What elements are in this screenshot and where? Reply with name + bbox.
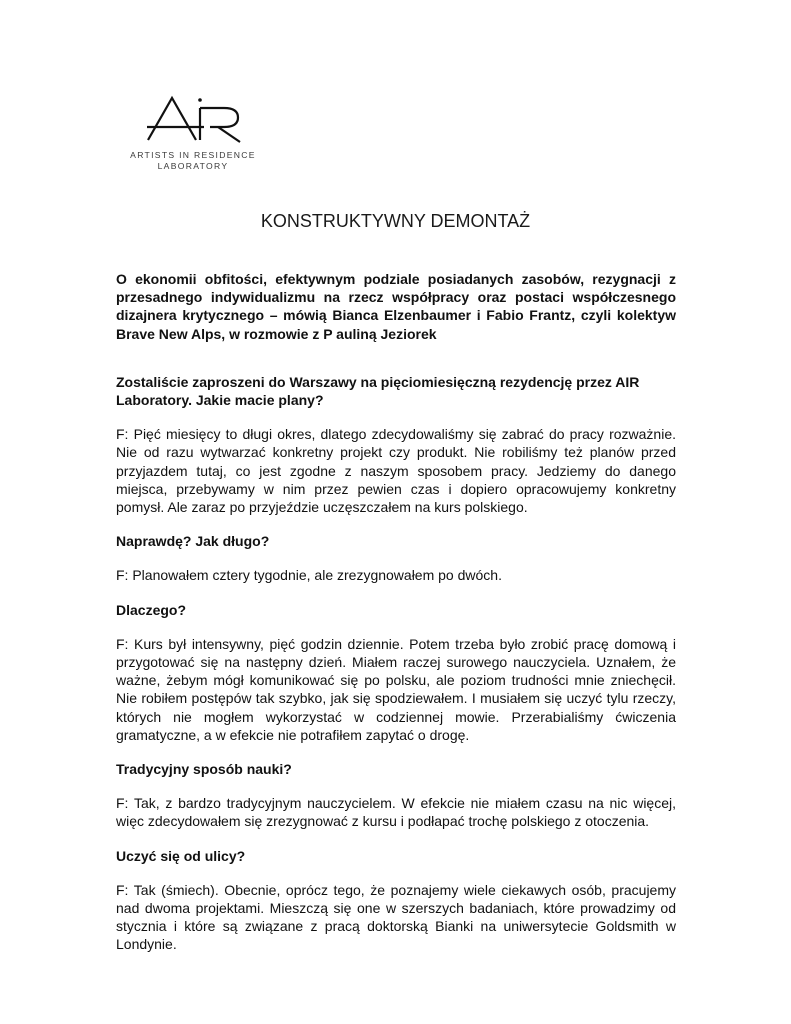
logo-text-line1: ARTISTS IN RESIDENCE [130,150,256,160]
air-logo [118,92,268,174]
question: Naprawdę? Jak długo? [116,533,270,550]
answer: F: Pięć miesięcy to długi okres, dlatego zdecydowaliśmy się zabrać do pracy rozważnie. Nie od razu wytwarzać konkretny projekt czy produkt. Nie robiliśmy też planów przed przyjazdem tutaj, co jest zgodne z naszym sposobem pracy. Jedziemy do danego miejsca, przebywamy w nim przez pewien czas i dopiero opracowujemy konkretny pomysł. Ale zaraz po przyjeździe uczęszczałem na kurs polskiego. [116,426,676,516]
question: Dlaczego? [116,601,187,618]
question: Uczyć się od ulicy? [116,847,246,864]
air-logo-mark-icon [144,92,244,144]
answer: F: Tak (śmiech). Obecnie, oprócz tego, że poznajemy wiele ciekawych osób, pracujemy nad dwoma projektami. Mieszczą się one w szerszych badaniach, które prowadzimy od stycznia i które są związane z pracą doktorską Bianki na uniwersytecie Goldsmith w Londynie. [116,881,676,953]
answer: F: Tak, z bardzo tradycyjnym nauczycielem. W efekcie nie miałem czasu na nic więcej, więc zdecydowałem się zrezygnować z kursu i podłapać trochę polskiego z otoczenia. [116,795,676,830]
lead-paragraph: O ekonomii obfitości, efektywnym podziale posiadanych zasobów, rezygnacji z przesadnego indywidualizmu na rzecz współpracy oraz postaci współczesnego dizajnera krytycznego – mówią Bianca Elzenbaumer i Fabio Frantz, czyli kolektyw Brave New Alps, w rozmowie z P auliną Jeziorek [116,271,676,342]
answer: F: Planowałem cztery tygodnie, ale zrezygnowałem po dwóch. [116,567,502,584]
document-title: KONSTRUKTYWNY DEMONTAŻ [260,211,531,231]
document-body [116,270,676,970]
question: Tradycyjny sposób nauki? [116,761,292,778]
logo-text-line2: LABORATORY [157,161,229,171]
answer: F: Kurs był intensywny, pięć godzin dziennie. Potem trzeba było zrobić pracę domową i przygotować się na następny dzień. Miałem raczej surowego nauczyciela. Uznałem, że ważne, żebym mógł komunikować się po polsku, ale poziom trudności mnie zniechęcił. Nie robiłem postępów tak szybko, jak się spodziewałem. I musiałem się uczyć tylu rzeczy, których nie mogłem wykorzystać w codziennej mowie. Przerabialiśmy ćwiczenia gramatyczne, a w efekcie nie potrafiłem zapytać o drogę. [116,635,676,743]
question: Zostaliście zaproszeni do Warszawy na pięciomiesięczną rezydencję przez AIR Laboratory. Jakie macie plany? [116,373,640,409]
